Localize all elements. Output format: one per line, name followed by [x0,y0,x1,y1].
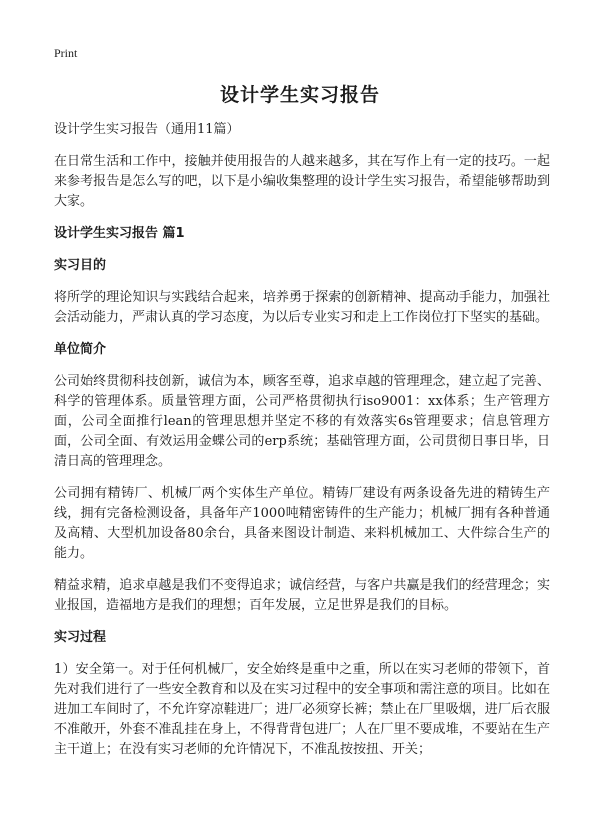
page-title: 设计学生实习报告 [219,84,380,106]
process-heading: 实习过程 [54,630,107,645]
section-title: 设计学生实习报告 篇1 [54,226,185,241]
unit-paragraph-1: 公司始终贯彻科技创新，诚信为本，顾客至尊，追求卓越的管理理念，建立起了完善、科学的管理体系。质量管理方面，公司严格贯彻执行iso9001：xx体系；生产管理方面，公司全面推行lean的管理思想并坚定不移的有效落实6s管理要求；信息管理方面，公司全面、有效运用金蝶公司的erp系统；基础管理方面，公司贯彻日事日毕，日清日高的管理理念。 [54,374,550,469]
intro-paragraph: 在日常生活和工作中，接触并使用报告的人越来越多，其在写作上有一定的技巧。一起来参考报告是怎么写的吧，以下是小编收集整理的设计学生实习报告，希望能够帮助到大家。 [54,154,550,209]
unit-paragraph-2: 公司拥有精铸厂、机械厂两个实体生产单位。精铸厂建设有两条设备先进的精铸生产线，拥有完备检测设备，具备年产1000吨精密铸件的生产能力；机械厂拥有各种普通及高精、大型机加设备80余台，具备来图设计制造、来料机械加工、大件综合生产的能力。 [54,486,550,561]
document-subtitle: 设计学生实习报告（通用11篇） [54,122,240,137]
unit-heading: 单位简介 [54,342,107,357]
unit-paragraph-3: 精益求精，追求卓越是我们不变得追求；诚信经营，与客户共赢是我们的经营理念；实业报国，造福地方是我们的理想；百年发展，立足世界是我们的目标。 [54,578,550,613]
process-paragraph-1: 1）安全第一。对于任何机械厂，安全始终是重中之重，所以在实习老师的带领下，首先对我们进行了一些安全教育和以及在实习过程中的安全事项和需注意的项目。比如在进加工车间时了，不允许穿凉鞋进厂；进厂必须穿长裤；禁止在厂里吸烟，进厂后衣服不准敞开，外套不准乱挂在身上，不得背背包进厂；人在厂里不要成堆，不要站在生产主干道上；在没有实习老师的允许情况下，不准乱按按扭、开关； [54,662,550,757]
document-body [54,120,550,772]
purpose-heading: 实习目的 [54,258,107,273]
print-link[interactable]: Print [54,46,78,60]
purpose-paragraph: 将所学的理论知识与实践结合起来，培养勇于探索的创新精神、提高动手能力，加强社会活动能力，严肃认真的学习态度，为以后专业实习和走上工作岗位打下坚实的基础。 [54,290,550,325]
